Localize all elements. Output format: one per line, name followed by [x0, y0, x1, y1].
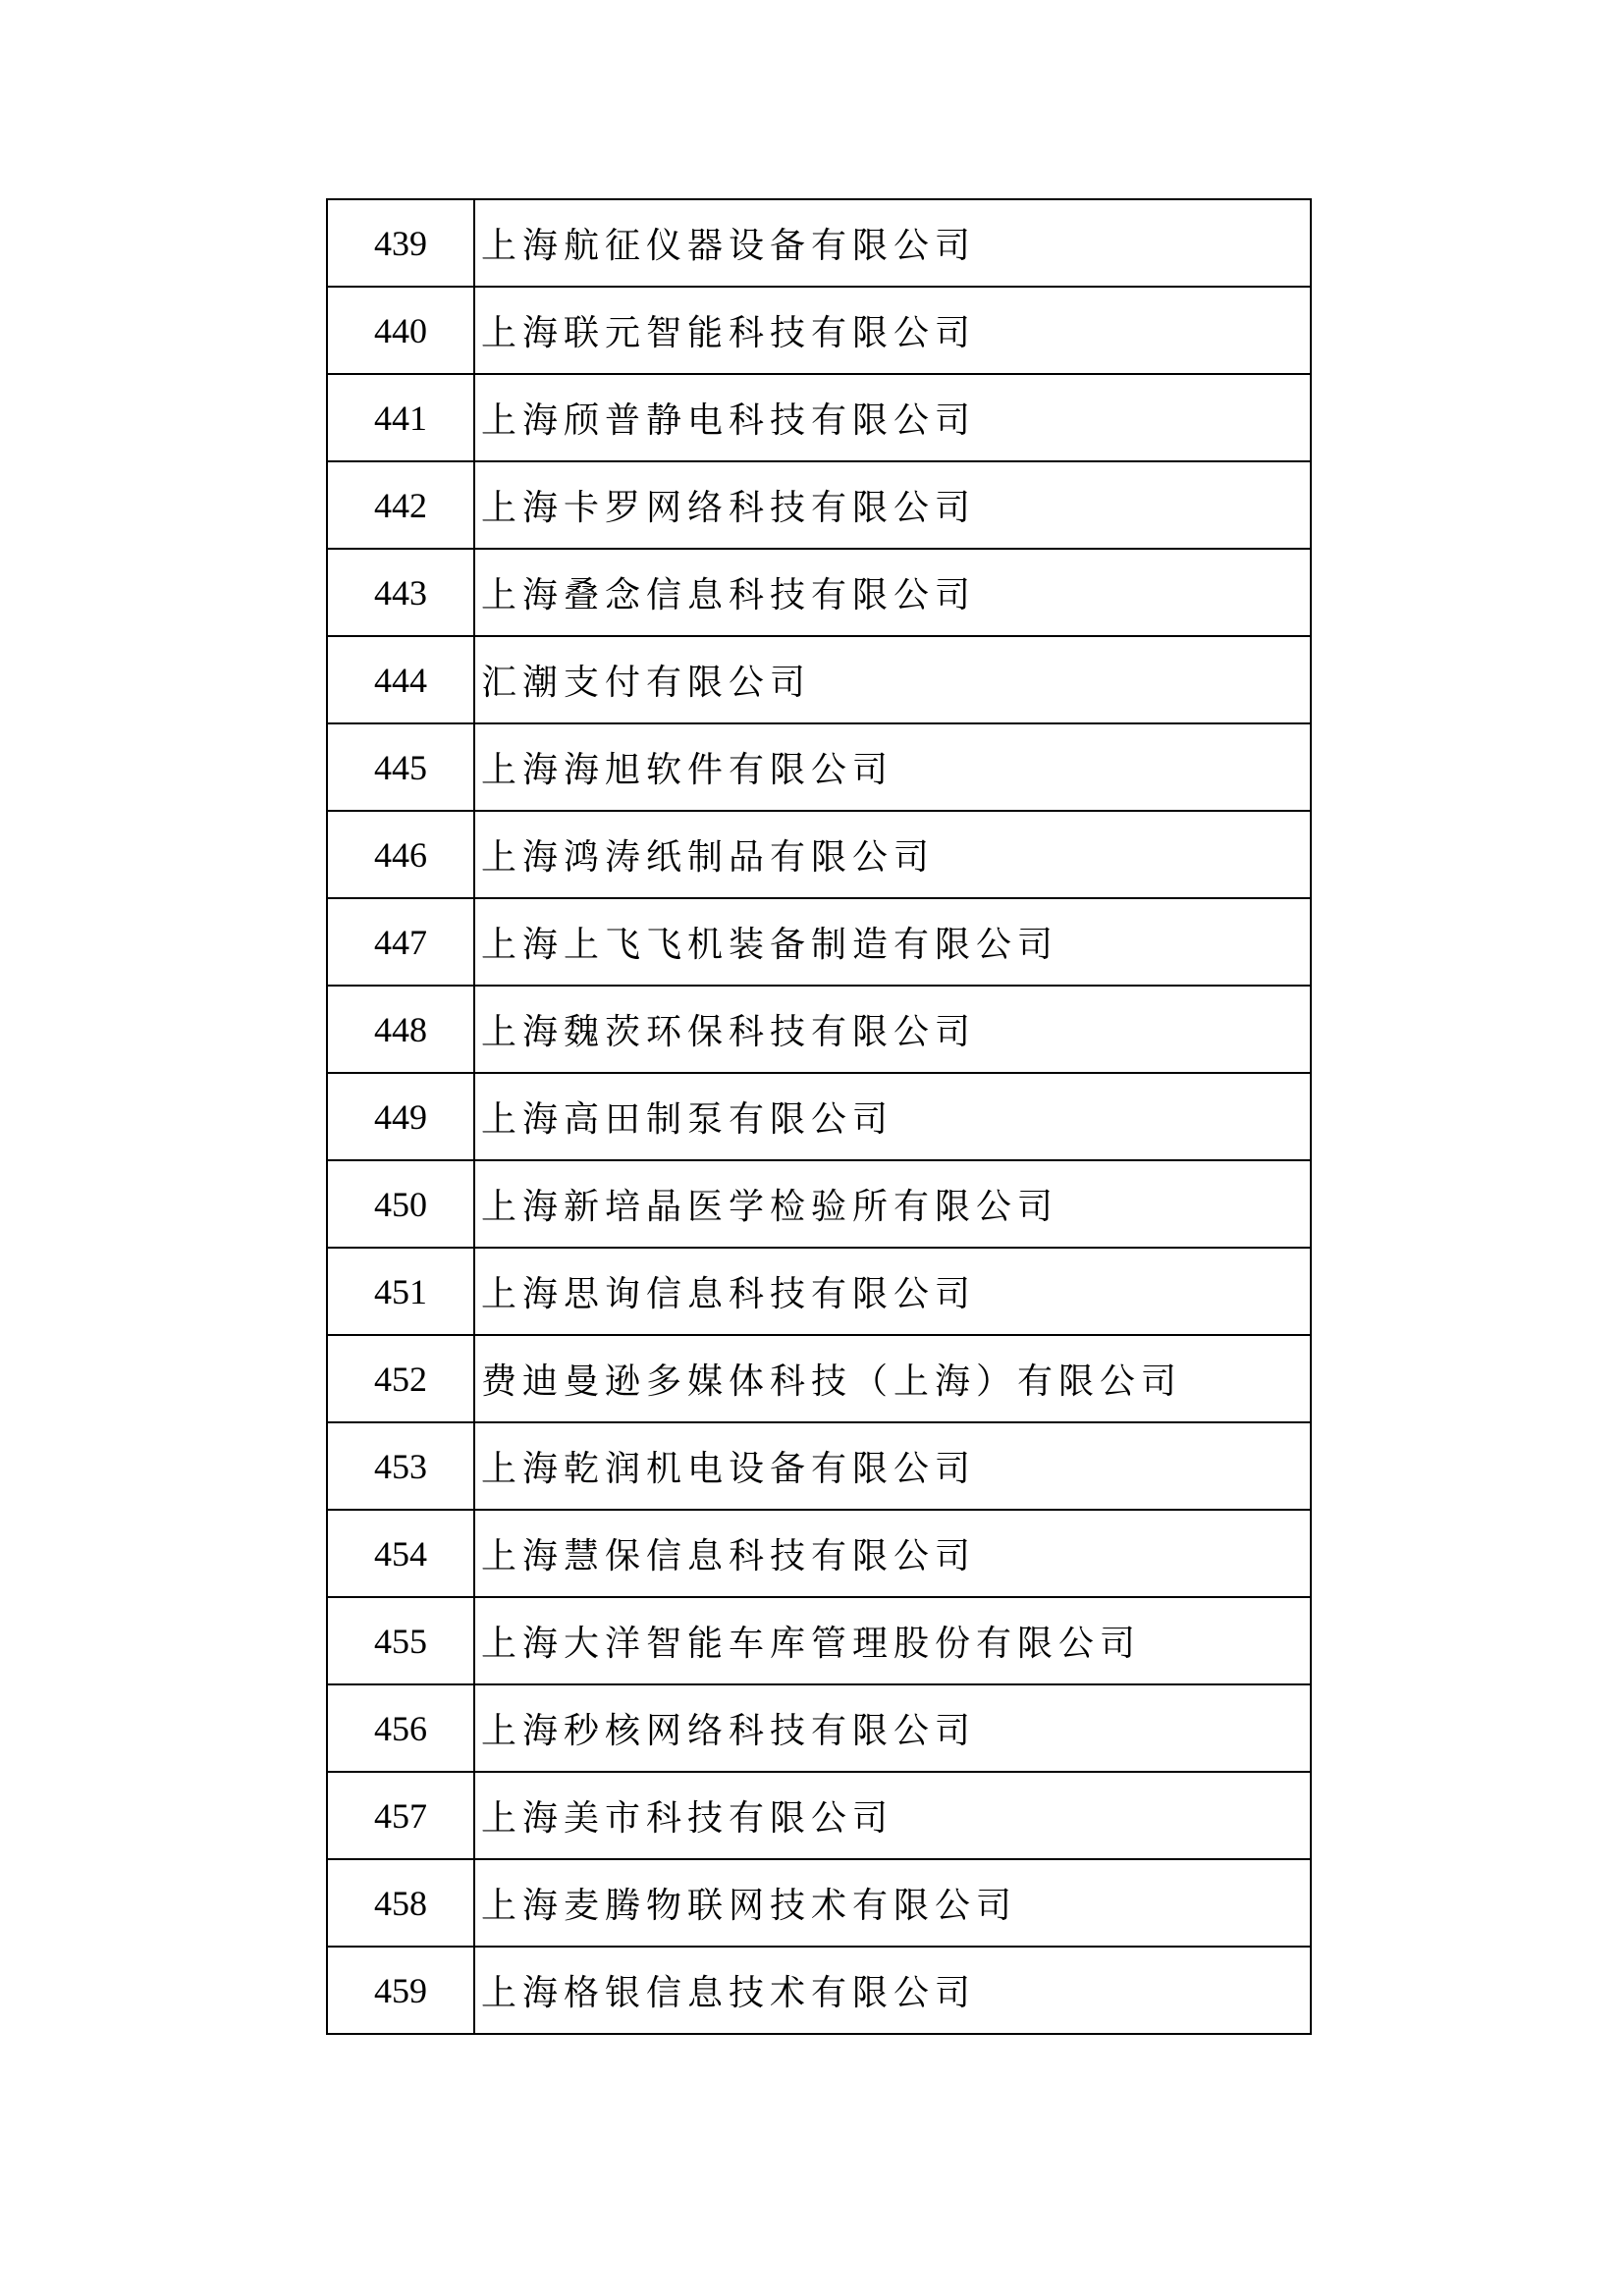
row-number: 459 — [327, 1947, 474, 2034]
row-number: 453 — [327, 1422, 474, 1510]
company-list-table — [326, 198, 1312, 2035]
company-name: 上海上飞飞机装备制造有限公司 — [474, 898, 1311, 986]
company-name: 上海高田制泵有限公司 — [474, 1073, 1311, 1160]
table-row — [327, 1422, 1311, 1510]
table-row — [327, 811, 1311, 898]
company-name: 上海叠念信息科技有限公司 — [474, 549, 1311, 636]
row-number: 441 — [327, 374, 474, 461]
row-number: 446 — [327, 811, 474, 898]
table-row — [327, 898, 1311, 986]
company-name: 上海鸿涛纸制品有限公司 — [474, 811, 1311, 898]
table-row — [327, 1160, 1311, 1248]
table-row — [327, 723, 1311, 811]
company-name: 上海思询信息科技有限公司 — [474, 1248, 1311, 1335]
row-number: 445 — [327, 723, 474, 811]
table-row — [327, 1947, 1311, 2034]
company-name: 上海乾润机电设备有限公司 — [474, 1422, 1311, 1510]
company-name: 上海卡罗网络科技有限公司 — [474, 461, 1311, 549]
row-number: 450 — [327, 1160, 474, 1248]
company-name: 上海格银信息技术有限公司 — [474, 1947, 1311, 2034]
company-name: 上海颀普静电科技有限公司 — [474, 374, 1311, 461]
company-name: 上海慧保信息科技有限公司 — [474, 1510, 1311, 1597]
table-row — [327, 1597, 1311, 1684]
row-number: 455 — [327, 1597, 474, 1684]
company-name: 上海魏茨环保科技有限公司 — [474, 986, 1311, 1073]
table-row — [327, 461, 1311, 549]
company-name: 上海海旭软件有限公司 — [474, 723, 1311, 811]
company-list-body — [327, 199, 1311, 2034]
table-row — [327, 1248, 1311, 1335]
row-number: 440 — [327, 287, 474, 374]
table-row — [327, 1772, 1311, 1859]
company-name: 上海新培晶医学检验所有限公司 — [474, 1160, 1311, 1248]
row-number: 439 — [327, 199, 474, 287]
table-row — [327, 1684, 1311, 1772]
row-number: 451 — [327, 1248, 474, 1335]
company-name: 汇潮支付有限公司 — [474, 636, 1311, 723]
row-number: 456 — [327, 1684, 474, 1772]
table-row — [327, 287, 1311, 374]
table-row — [327, 374, 1311, 461]
row-number: 454 — [327, 1510, 474, 1597]
table-row — [327, 986, 1311, 1073]
table-row — [327, 199, 1311, 287]
company-name: 上海麦腾物联网技术有限公司 — [474, 1859, 1311, 1947]
row-number: 457 — [327, 1772, 474, 1859]
table-row — [327, 1510, 1311, 1597]
company-name: 上海大洋智能车库管理股份有限公司 — [474, 1597, 1311, 1684]
company-name: 上海秒核网络科技有限公司 — [474, 1684, 1311, 1772]
company-name: 上海航征仪器设备有限公司 — [474, 199, 1311, 287]
company-name: 上海美市科技有限公司 — [474, 1772, 1311, 1859]
company-name: 费迪曼逊多媒体科技（上海）有限公司 — [474, 1335, 1311, 1422]
row-number: 458 — [327, 1859, 474, 1947]
row-number: 452 — [327, 1335, 474, 1422]
row-number: 448 — [327, 986, 474, 1073]
row-number: 444 — [327, 636, 474, 723]
table-row — [327, 549, 1311, 636]
table-row — [327, 1073, 1311, 1160]
row-number: 449 — [327, 1073, 474, 1160]
company-name: 上海联元智能科技有限公司 — [474, 287, 1311, 374]
table-row — [327, 636, 1311, 723]
row-number: 443 — [327, 549, 474, 636]
row-number: 447 — [327, 898, 474, 986]
table-row — [327, 1335, 1311, 1422]
row-number: 442 — [327, 461, 474, 549]
table-row — [327, 1859, 1311, 1947]
